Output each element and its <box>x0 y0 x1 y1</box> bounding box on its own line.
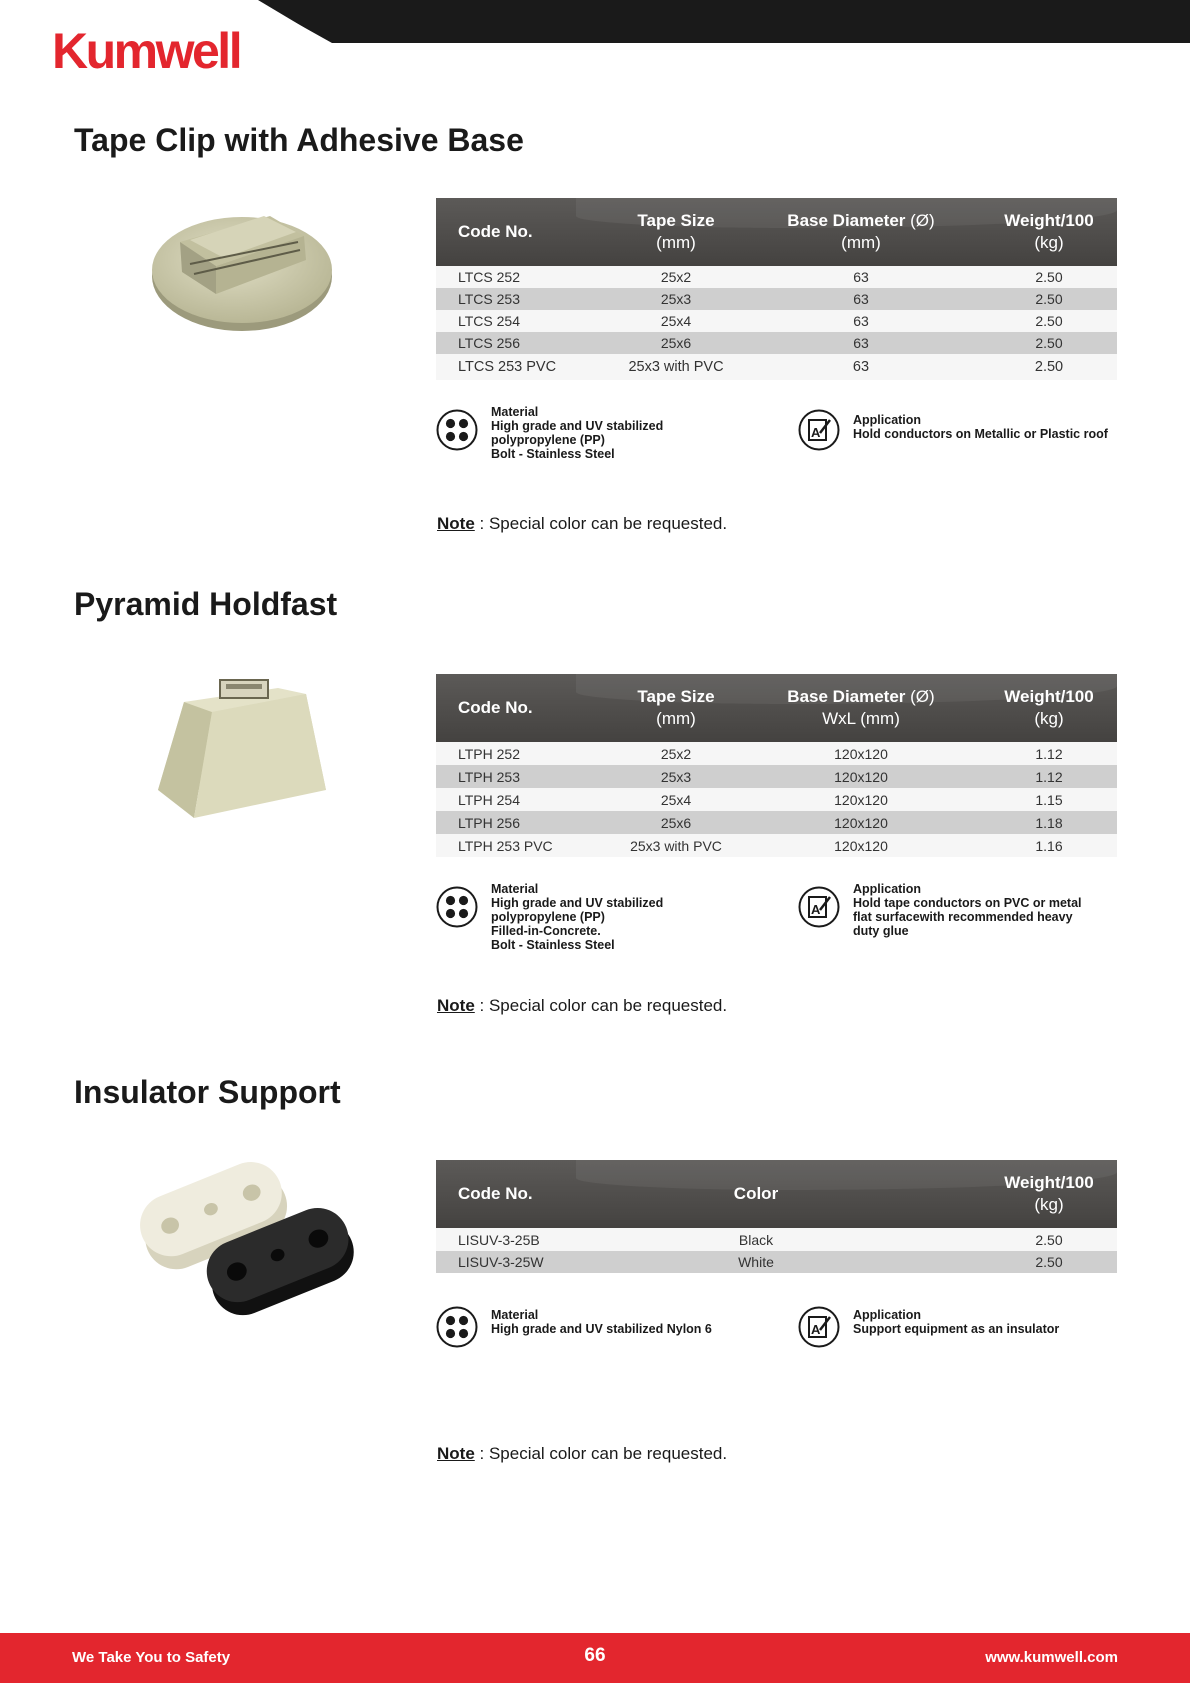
note: Note : Special color can be requested. <box>437 1444 728 1463</box>
material-info: Material High grade and UV stabilized polypropylene (PP) Filled-in-Concrete. Bolt - Stainless Steel <box>436 882 766 954</box>
material-info: Material High grade and UV stabilized Nylon 6 <box>436 1308 766 1356</box>
header-base-diameter: Base Diameter (Ø) (mm) <box>787 211 935 252</box>
material-heading: Material <box>491 1308 539 1322</box>
header-weight: Weight/100 (kg) <box>1004 1173 1094 1214</box>
table-row: LTCS 254 25x4 63 2.50 <box>436 310 1117 332</box>
svg-text:A: A <box>811 425 821 440</box>
table-row: LISUV-3-25W White 2.50 <box>436 1251 1117 1273</box>
note: Note : Special color can be requested. <box>437 996 728 1015</box>
table-row: LISUV-3-25B Black 2.50 <box>436 1228 1117 1251</box>
header-weight: Weight/100 (kg) <box>1004 687 1094 728</box>
header-weight: Weight/100 (kg) <box>1004 211 1094 252</box>
header-base-diameter: Base Diameter (Ø) WxL (mm) <box>787 687 935 728</box>
application-icon <box>798 1306 840 1348</box>
application-heading: Application <box>853 1308 922 1322</box>
pyramid-holdfast-photo <box>154 672 330 820</box>
application-info: A Application Hold tape conductors on PVC or metal flat surfacewith recommended heavy duty glue <box>798 882 1128 942</box>
footer-slogan: We Take You to Safety <box>72 1649 231 1666</box>
application-info: A Application Hold conductors on Metallic or Plastic roof <box>798 413 1128 461</box>
spec-table <box>436 1160 1117 1273</box>
tape-clip-photo <box>146 194 336 334</box>
header-code-no: Code No. <box>458 698 533 717</box>
application-icon <box>798 886 840 928</box>
material-heading: Material <box>491 882 539 896</box>
note: Note : Special color can be requested. <box>437 514 728 533</box>
table-row: LTCS 253 PVC 25x3 with PVC 63 2.50 <box>436 354 1117 380</box>
section-title: Insulator Support <box>74 1074 341 1110</box>
table-header <box>436 674 1117 742</box>
table-row: LTCS 256 25x6 63 2.50 <box>436 332 1117 354</box>
header-tape-size: Tape Size (mm) <box>637 211 715 252</box>
footer-bar <box>0 1633 1190 1683</box>
material-icon <box>436 1306 478 1348</box>
table-row: LTPH 254 25x4 120x120 1.15 <box>436 788 1117 811</box>
insulator-support-photo <box>138 1146 354 1322</box>
table-header <box>436 1160 1117 1228</box>
footer-website-link[interactable]: www.kumwell.com <box>985 1649 1118 1666</box>
section-title: Pyramid Holdfast <box>74 586 338 622</box>
header-code-no: Code No. <box>458 1184 533 1203</box>
table-row: LTCS 252 25x2 63 2.50 <box>436 266 1117 288</box>
material-icon <box>436 886 478 928</box>
section-title: Tape Clip with Adhesive Base <box>74 122 524 158</box>
table-row: LTCS 253 25x3 63 2.50 <box>436 288 1117 310</box>
material-info: Material High grade and UV stabilized polypropylene (PP) Bolt - Stainless Steel <box>436 405 766 465</box>
spec-table <box>436 198 1117 380</box>
header-tape-size: Tape Size (mm) <box>637 687 715 728</box>
spec-table <box>436 674 1117 857</box>
material-heading: Material <box>491 405 539 419</box>
application-heading: Application <box>853 413 922 427</box>
application-info: A Application Support equipment as an insulator <box>798 1308 1128 1356</box>
page-number: 66 <box>584 1645 606 1666</box>
application-heading: Application <box>853 882 922 896</box>
table-row: LTPH 256 25x6 120x120 1.18 <box>436 811 1117 834</box>
table-row: LTPH 252 25x2 120x120 1.12 <box>436 742 1117 765</box>
svg-text:A: A <box>811 902 821 917</box>
header-color: Color <box>733 1184 779 1203</box>
table-row: LTPH 253 PVC 25x3 with PVC 120x120 1.16 <box>436 834 1117 857</box>
kumwell-logo[interactable]: Kumwell <box>52 23 241 79</box>
table-header <box>436 198 1117 266</box>
application-icon <box>798 409 840 451</box>
header-code-no: Code No. <box>458 222 533 241</box>
material-icon <box>436 409 478 451</box>
table-row: LTPH 253 25x3 120x120 1.12 <box>436 765 1117 788</box>
svg-text:A: A <box>811 1322 821 1337</box>
